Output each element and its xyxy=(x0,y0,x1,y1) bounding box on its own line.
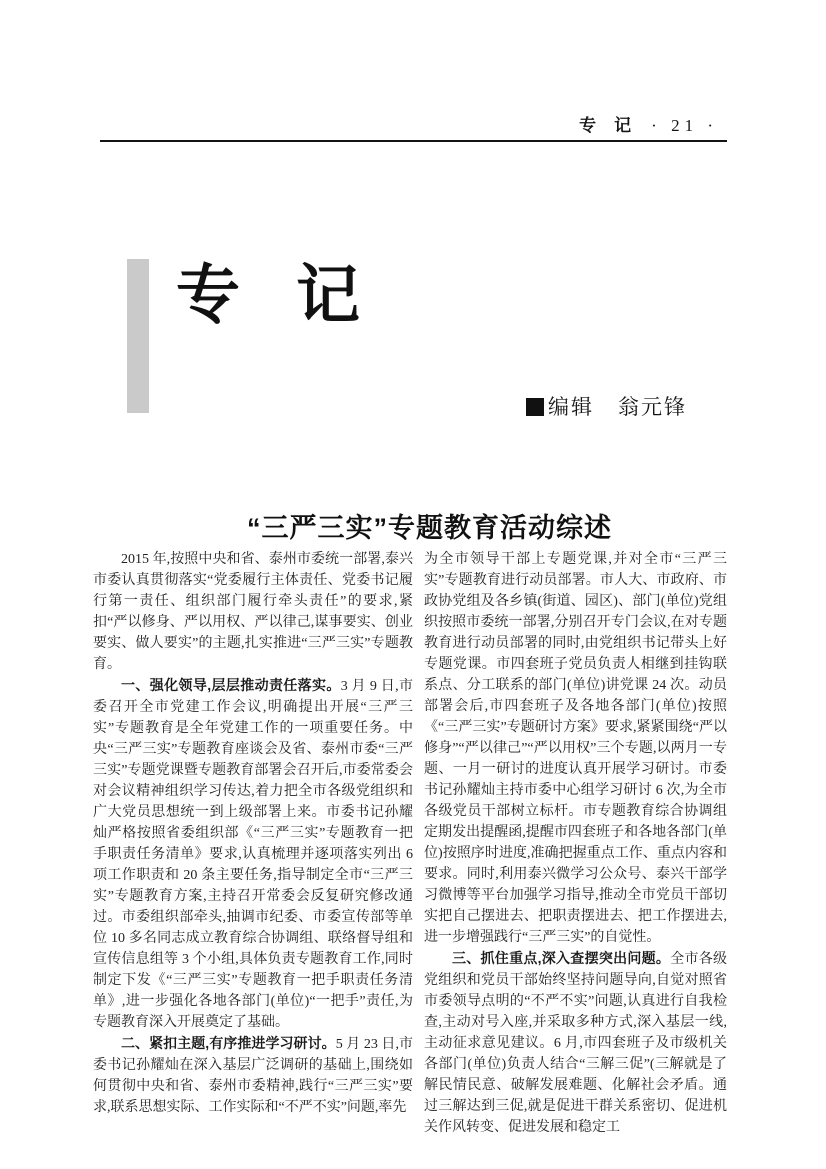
paragraph-text: 3 月 9 日,市委召开全市党建工作会议,明确提出开展“三严三实”专题教育是全年党建工作的一项重要任务。中央“三严三实”专题教育座谈会及省、泰州市委“三严三实”专题党课暨专题教育部署会召开后,市委常委会对会议精神组织学习传达,着力把全市各级党组织和广大党员思想统一到上级部署上来。市委书记孙耀灿严格按照省委组织部《“三严三实”专题教育一把手职责任务清单》要求,认真梳理并逐项落实列出 6 项工作职责和 20 条主要任务,指导制定全市“三严三实”专题教育方案,主持召开常委会反复研究修改通过。市委组织部牵头,抽调市纪委、市委宣传部等单位 10 多名同志成立教育综合协调组、联络督导组和宣传信息组等 3 个小组,具体负责专题教育工作,同时制定下发《“三严三实”专题教育一把手职责任务清单》,进一步强化各地各部门(单位)“一把手”责任,为专题教育深入开展奠定了基础。 xyxy=(93,679,414,1030)
paragraph-intro xyxy=(93,549,413,675)
paragraph-text: 为全市领导干部上专题党课,并对全市“三严三实”专题教育进行动员部署。市人大、市政府、市政协党组及各乡镇(街道、园区)、部门(单位)党组织按照市委统一部署,分别召开专门会议,在对专题教育进行动员部署的同时,由党组织书记带头上好专题党课。市四套班子党员负责人相继到挂钩联系点、分工联系的部门(单位)讲党课 24 次。动员部署会后,市四套班子及各地各部门(单位)按照《“三严三实”专题研讨方案》要求,紧紧围绕“严以修身”“严以律己”“严以用权”三个专题,以两月一专题、一月一研讨的进度认真开展学习研讨。市委书记孙耀灿主持市委中心组学习研讨 6 次,为全市各级党员干部树立标杆。市专题教育综合协调组定期发出提醒函,提醒市四套班子和各地各部门(单位)按照序时进度,准确把握重点工作、重点内容和要求。同时,利用泰兴微学习公众号、泰兴干部学习微博等平台加强学习指导,推动全市党员干部切实把自己摆进去、把职责摆进去、把工作摆进去,进一步增强践行“三严三实”的自觉性。 xyxy=(424,552,727,945)
paragraph-lead: 三、抓住重点,深入查摆突出问题。 xyxy=(452,950,671,966)
editor-byline xyxy=(526,391,687,421)
paragraph-text: 全市各级党组织和党员干部始终坚持问题导向,自觉对照省市委领导点明的“不严不实”问题,认真进行自我检查,主动对号入座,并采取多种方式,深入基层一线,主动征求意见建议。6 月,市四套班子及市级机关各部门(单位)负责人结合“三解三促”(三解就是了解民情民意、破解发展难题、化解社会矛盾。通过三解达到三促,就是促进干群关系密切、促进机关作风转变、促进发展和稳定工 xyxy=(424,952,728,1135)
body-right-column xyxy=(424,549,727,1138)
paragraph-lead: 二、紧扣主题,有序推进学习研讨。 xyxy=(121,1035,336,1051)
editor-role-label: 编辑 xyxy=(548,395,594,419)
paragraph-text: 5 月 23 日,市委书记孙耀灿在深入基层广泛调研的基础上,围绕如何贯彻中央和省、泰州市委精神,践行“三严三实”要求,联系思想实际、工作实际和“不严不实”问题,率先 xyxy=(93,1037,414,1115)
masthead-title: 专记 xyxy=(176,259,416,331)
body-left-column xyxy=(93,549,413,1118)
paragraph-text: 2015 年,按照中央和省、泰州市委统一部署,泰兴市委认真贯彻落实“党委履行主体责任、党委书记履行第一责任、组织部门履行牵头责任”的要求,紧扣“严以修身、严以用权、严以律己,谋事要实、创业要实、做人要实”的主题,扎实推进“三严三实”专题教育。 xyxy=(93,552,413,672)
article-title: “三严三实”专题教育活动综述 xyxy=(247,513,612,544)
paragraph-continuation xyxy=(424,549,727,948)
paragraph-section-2 xyxy=(93,1033,413,1118)
running-header-section-label: 专记 xyxy=(579,116,650,135)
paragraph-section-1 xyxy=(93,675,413,1033)
paragraph-lead: 一、强化领导,层层推动责任落实。 xyxy=(121,677,341,693)
paragraph-section-3 xyxy=(424,948,727,1138)
header-rule xyxy=(100,140,727,142)
running-header-page-number: · 21 · xyxy=(651,116,718,135)
square-marker-icon xyxy=(526,398,544,416)
running-header xyxy=(579,111,718,136)
masthead-accent-bar xyxy=(127,259,149,413)
editor-name: 翁元锋 xyxy=(618,395,687,419)
